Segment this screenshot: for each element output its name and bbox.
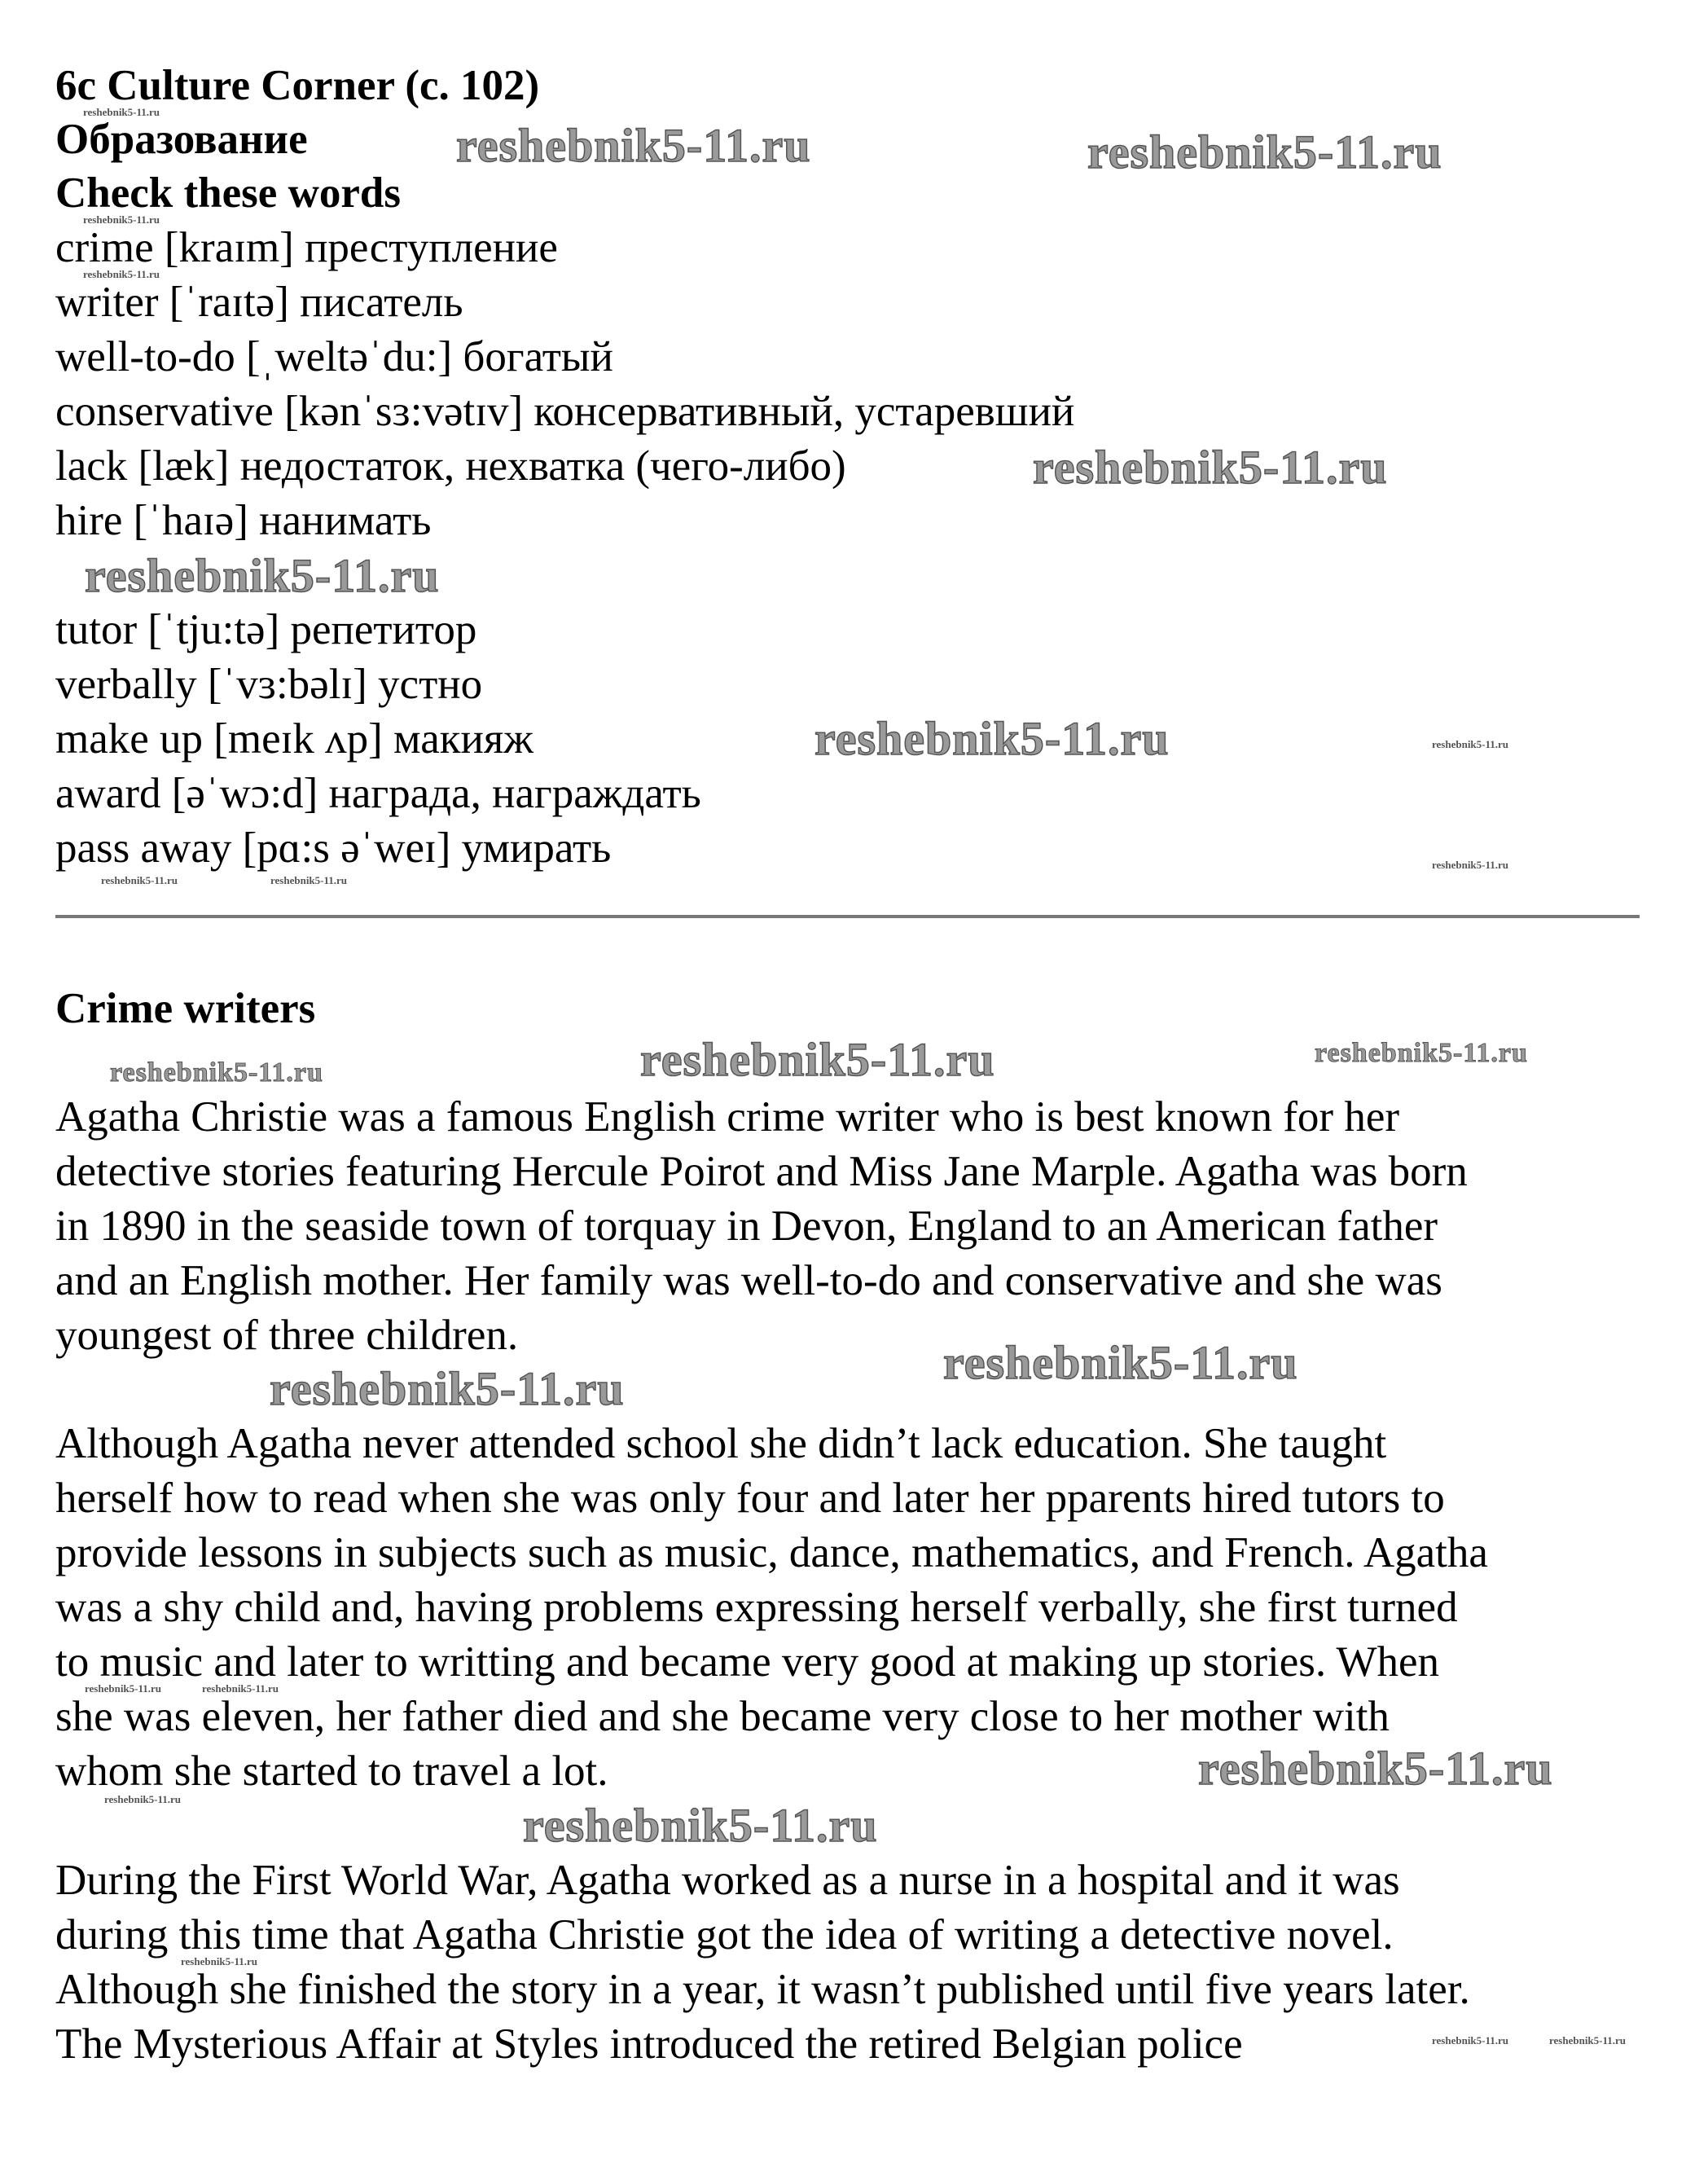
watermark: reshebnik5-11.ru (83, 268, 160, 280)
vocab-item: pass away [pɑ:s əˈweɪ] умирать (55, 824, 612, 872)
article-line: to music and later to writting and became very good at making up stories. When (55, 1638, 1440, 1686)
watermark: reshebnik5-11.ru (104, 1793, 182, 1805)
watermark: reshebnik5-11.ru (640, 1033, 995, 1086)
article-line: and an English mother. Her family was well-to-do and conservative and she was (55, 1257, 1442, 1304)
article-line: Agatha Christie was a famous English crime writer who is best known for her (55, 1093, 1399, 1141)
watermark: reshebnik5-11.ru (1432, 2034, 1509, 2046)
vocab-item: make up [meɪk ʌp] макияж (55, 715, 533, 763)
article-line: During the First World War, Agatha worked as a nurse in a hospital and it was (55, 1857, 1400, 1904)
article-line: herself how to read when she was only four and later her pparents hired tutors to (55, 1475, 1445, 1522)
vocab-item: lack [læk] недостаток, нехватка (чего-либо) (55, 442, 846, 490)
watermark: reshebnik5-11.ru (943, 1336, 1298, 1389)
watermark: reshebnik5-11.ru (110, 1057, 323, 1088)
vocab-item: verbally [ˈvɜ:bəlɪ] устно (55, 661, 483, 708)
vocab-item: writer [ˈraɪtə] писатель (55, 279, 463, 326)
article-line: Although Agatha never attended school she didn’t lack education. She taught (55, 1420, 1387, 1467)
watermark: reshebnik5-11.ru (1087, 125, 1442, 178)
watermark: reshebnik5-11.ru (523, 1799, 878, 1852)
vocab-item: tutor [ˈtju:tə] репетитор (55, 606, 477, 653)
article-line: she was eleven, her father died and she became very close to her mother with (55, 1693, 1390, 1740)
watermark: reshebnik5-11.ru (101, 874, 178, 886)
section-heading: Check these words (55, 169, 401, 217)
watermark: reshebnik5-11.ru (270, 874, 348, 886)
article-line: whom she started to travel a lot. (55, 1748, 608, 1795)
watermark: reshebnik5-11.ru (1198, 1742, 1553, 1795)
watermark: reshebnik5-11.ru (83, 213, 160, 226)
topic-heading: Образование (55, 116, 308, 163)
watermark: reshebnik5-11.ru (814, 712, 1170, 765)
watermark: reshebnik5-11.ru (1432, 738, 1509, 750)
article-title: Crime writers (55, 985, 316, 1032)
vocab-item: crime [kraɪm] преступление (55, 224, 558, 271)
watermark: reshebnik5-11.ru (270, 1362, 625, 1415)
watermark: reshebnik5-11.ru (1549, 2034, 1627, 2046)
vocab-item: well-to-do [ˌweltəˈdu:] богатый (55, 333, 613, 380)
article-line: youngest of three children. (55, 1312, 519, 1359)
article-line: provide lessons in subjects such as music, dance, mathematics, and French. Agatha (55, 1529, 1488, 1576)
vocab-item: award [əˈwɔ:d] награда, награждать (55, 770, 701, 817)
article-line: was a shy child and, having problems expressing herself verbally, she first turned (55, 1584, 1458, 1631)
page-title: 6c Culture Corner (с. 102) (55, 62, 540, 109)
watermark: reshebnik5-11.ru (181, 1955, 258, 1967)
vocab-item: hire [ˈhaɪə] нанимать (55, 497, 432, 544)
divider (55, 915, 1640, 918)
article-line: detective stories featuring Hercule Poirot and Miss Jane Marple. Agatha was born (55, 1148, 1468, 1195)
watermark: reshebnik5-11.ru (85, 1682, 162, 1695)
watermark: reshebnik5-11.ru (202, 1682, 279, 1695)
watermark: reshebnik5-11.ru (1033, 441, 1388, 494)
article-line: Although she finished the story in a year, it wasn’t published until five years later. (55, 1966, 1470, 2013)
vocab-item: conservative [kənˈsɜ:vətɪv] консервативный, устаревший (55, 388, 1075, 435)
article-line: during this time that Agatha Christie got the idea of writing a detective novel. (55, 1911, 1394, 1959)
watermark: reshebnik5-11.ru (85, 549, 440, 602)
watermark: reshebnik5-11.ru (1432, 859, 1509, 871)
watermark: reshebnik5-11.ru (1315, 1038, 1528, 1068)
article-line: The Mysterious Affair at Styles introduced the retired Belgian police (55, 2020, 1243, 2068)
watermark: reshebnik5-11.ru (456, 119, 811, 172)
article-line: in 1890 in the seaside town of torquay in Devon, England to an American father (55, 1202, 1438, 1250)
watermark: reshebnik5-11.ru (83, 106, 160, 118)
